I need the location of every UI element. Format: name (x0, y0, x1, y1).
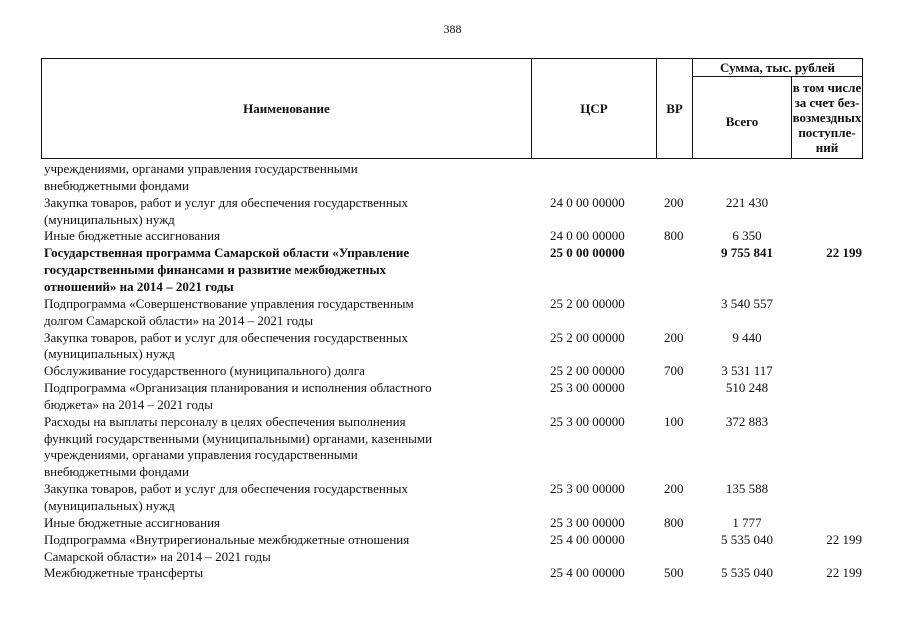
row-name-line: Иные бюджетные ассигнования (44, 228, 221, 244)
row-csr: 25 4 00 00000 (550, 565, 625, 581)
row-name (44, 414, 512, 481)
row-csr: 25 2 00 00000 (550, 295, 625, 311)
row-csr: 25 3 00 00000 (550, 514, 625, 530)
row-csr: 24 0 00 00000 (550, 228, 625, 244)
row-vr: 700 (664, 363, 684, 379)
row-total: 9 440 (732, 329, 762, 345)
row-name-line: Обслуживание государственного (муниципального) долга (44, 363, 365, 379)
table-row (0, 515, 905, 532)
row-name-line: отношений» на 2014 – 2021 годы (44, 278, 234, 294)
row-free: 22 199 (826, 245, 862, 261)
row-name-line: (муниципальных) нужд (44, 211, 175, 227)
row-name-line: Подпрограмма «Внутрирегиональные межбюджетные отношения (44, 531, 410, 547)
row-name-line: Государственная программа Самарской области «Управление (44, 245, 410, 261)
row-csr: 25 3 00 00000 (550, 481, 625, 497)
header-free-line: ний (815, 140, 839, 155)
header-name: Наименование (243, 101, 330, 116)
header-total: Всего (725, 114, 759, 129)
row-csr: 25 2 00 00000 (550, 363, 625, 379)
row-vr: 100 (664, 413, 684, 429)
row-total: 3 531 117 (721, 363, 773, 379)
row-vr: 200 (664, 329, 684, 345)
row-csr: 25 0 00 00000 (550, 245, 625, 261)
table-row (0, 296, 905, 330)
row-name (44, 515, 512, 532)
row-name (44, 296, 512, 330)
table-row (0, 565, 905, 582)
row-name-line: Иные бюджетные ассигнования (44, 514, 221, 530)
header-amount-group: Сумма, тыс. рублей (720, 60, 835, 75)
row-name-line: учреждениями, органами управления государственными (44, 447, 358, 463)
row-name-line: Расходы на выплаты персоналу в целях обеспечения выполнения (44, 413, 406, 429)
row-name-line: Закупка товаров, работ и услуг для обеспечения государственных (44, 481, 409, 497)
row-name-line: учреждениями, органами управления государственными (44, 161, 358, 176)
row-name-line: государственными финансами и развитие межбюджетных (44, 262, 387, 278)
row-name-line: Самарской области» на 2014 – 2021 годы (44, 548, 271, 564)
table-row (0, 195, 905, 229)
row-csr: 24 0 00 00000 (550, 194, 625, 210)
row-vr: 500 (664, 565, 684, 581)
header-free-line: в том числе (792, 80, 862, 95)
table-row (0, 330, 905, 364)
row-vr: 200 (664, 194, 684, 210)
row-vr: 200 (664, 481, 684, 497)
header-csr: ЦСР (580, 101, 608, 116)
table-row (0, 245, 905, 296)
row-name (44, 228, 512, 245)
row-total: 372 883 (725, 413, 769, 429)
row-name-line: Межбюджетные трансферты (44, 565, 204, 581)
row-name (44, 245, 512, 296)
row-name (44, 481, 512, 515)
row-name (44, 161, 512, 195)
row-name-line: внебюджетными фондами (44, 464, 189, 480)
header-vr: ВР (666, 101, 683, 116)
row-name (44, 195, 512, 229)
row-csr: 25 3 00 00000 (550, 380, 625, 396)
row-total: 3 540 557 (721, 295, 773, 311)
row-name-line: функций государственными (муниципальными) органами, казенными (44, 430, 433, 446)
row-total: 1 777 (732, 514, 762, 530)
header-free-line: за счет без- (794, 95, 860, 110)
row-name (44, 565, 512, 582)
row-name-line: Закупка товаров, работ и услуг для обеспечения государственных (44, 194, 409, 210)
row-vr: 800 (664, 514, 684, 530)
row-name-line: Закупка товаров, работ и услуг для обеспечения государственных (44, 329, 409, 345)
row-csr: 25 2 00 00000 (550, 329, 625, 345)
table-row (0, 380, 905, 414)
row-name (44, 532, 512, 566)
row-total: 9 755 841 (721, 245, 773, 261)
page-number: 388 (443, 22, 462, 36)
row-name-line: (муниципальных) нужд (44, 346, 175, 362)
row-csr: 25 4 00 00000 (550, 531, 625, 547)
row-name-line: (муниципальных) нужд (44, 497, 175, 513)
table-row (0, 161, 905, 195)
table-row (0, 532, 905, 566)
row-free: 22 199 (826, 565, 862, 581)
table-row (0, 414, 905, 481)
row-total: 6 350 (732, 228, 762, 244)
row-total: 5 535 040 (721, 531, 773, 547)
row-name (44, 330, 512, 364)
row-name-line: Подпрограмма «Совершенствование управления государственным (44, 295, 414, 311)
row-total: 221 430 (725, 194, 769, 210)
table-row (0, 481, 905, 515)
row-csr: 25 3 00 00000 (550, 413, 625, 429)
row-name-line: бюджета» на 2014 – 2021 годы (44, 396, 213, 412)
row-vr: 800 (664, 228, 684, 244)
table-row (0, 228, 905, 245)
table-row (0, 363, 905, 380)
row-total: 135 588 (725, 481, 769, 497)
header-free-line: возмездных (792, 110, 862, 125)
row-free: 22 199 (826, 531, 862, 547)
header-free-line: поступле- (798, 125, 856, 140)
row-total: 510 248 (725, 380, 769, 396)
row-name (44, 380, 512, 414)
row-name-line: долгом Самарской области» на 2014 – 2021 годы (44, 312, 314, 328)
row-name (44, 363, 512, 380)
row-name-line: внебюджетными фондами (44, 177, 189, 193)
row-total: 5 535 040 (721, 565, 773, 581)
row-name-line: Подпрограмма «Организация планирования и исполнения областного (44, 380, 432, 396)
